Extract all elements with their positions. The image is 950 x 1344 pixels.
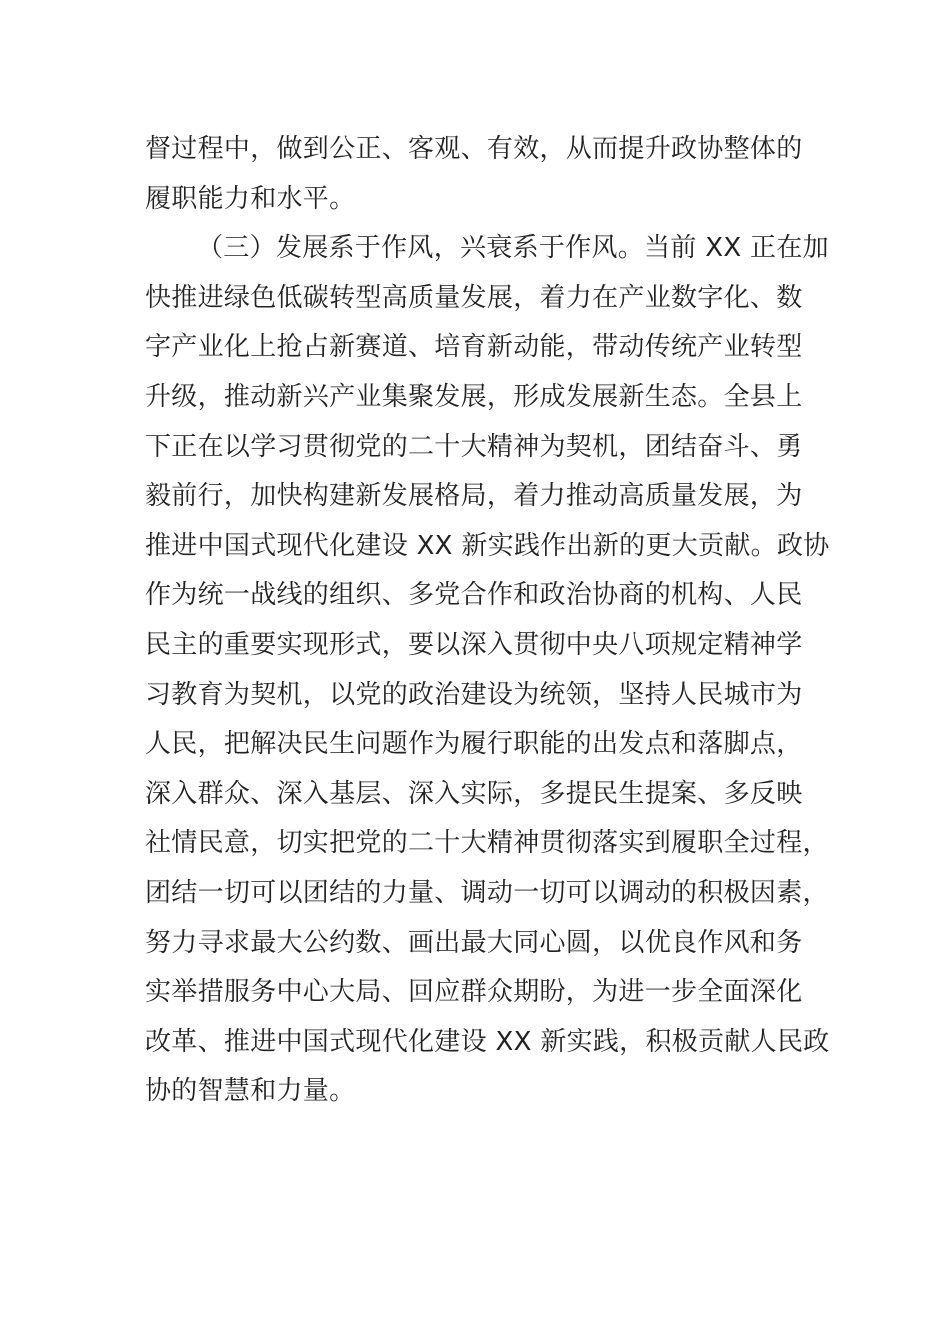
text-line: 改革、推进中国式现代化建设 XX 新实践，积极贡献人民政: [145, 1026, 830, 1057]
text-line: 作为统一战线的组织、多党合作和政治协商的机构、人民: [145, 580, 803, 611]
document-body: [145, 125, 830, 1117]
text-line: 推进中国式现代化建设 XX 新实践作出新的更大贡献。政协: [145, 530, 830, 561]
text-line: 习教育为契机，以党的政治建设为统领，坚持人民城市为: [145, 679, 803, 710]
text-line: 升级，推动新兴产业集聚发展，形成发展新生态。全县上: [145, 381, 803, 412]
text-line: 督过程中，做到公正、客观、有效，从而提升政协整体的: [145, 134, 803, 164]
text-line: 快推进绿色低碳转型高质量发展，着力在产业数字化、数: [145, 282, 803, 313]
text-line: 人民，把解决民生问题作为履行职能的出发点和落脚点，: [145, 729, 803, 760]
text-line: 民主的重要实现形式，要以深入贯彻中央八项规定精神学: [145, 629, 803, 660]
text-line: 社情民意，切实把党的二十大精神贯彻落实到履职全过程，: [145, 828, 829, 859]
text-line: 履职能力和水平。: [145, 183, 356, 214]
text-line: 深入群众、深入基层、深入实际，多提民生提案、多反映: [145, 778, 803, 809]
paragraph-section-three: [145, 224, 830, 1117]
paragraph-continuation: [145, 125, 809, 224]
text-line: 团结一切可以团结的力量、调动一切可以调动的积极因素，: [145, 877, 829, 908]
text-line-first: （三）发展系于作风，兴衰系于作风。当前 XX 正在加: [197, 233, 829, 264]
text-line: 毅前行，加快构建新发展格局，着力推动高质量发展，为: [145, 481, 803, 512]
text-line: 下正在以学习贯彻党的二十大精神为契机，团结奋斗、勇: [145, 431, 803, 462]
text-line: 协的智慧和力量。: [145, 1076, 356, 1107]
text-line: 努力寻求最大公约数、画出最大同心圆，以优良作风和务: [145, 927, 803, 958]
text-line: 字产业化上抢占新赛道、培育新动能，带动传统产业转型: [145, 332, 803, 363]
text-line: 实举措服务中心大局、回应群众期盼，为进一步全面深化: [145, 977, 803, 1008]
